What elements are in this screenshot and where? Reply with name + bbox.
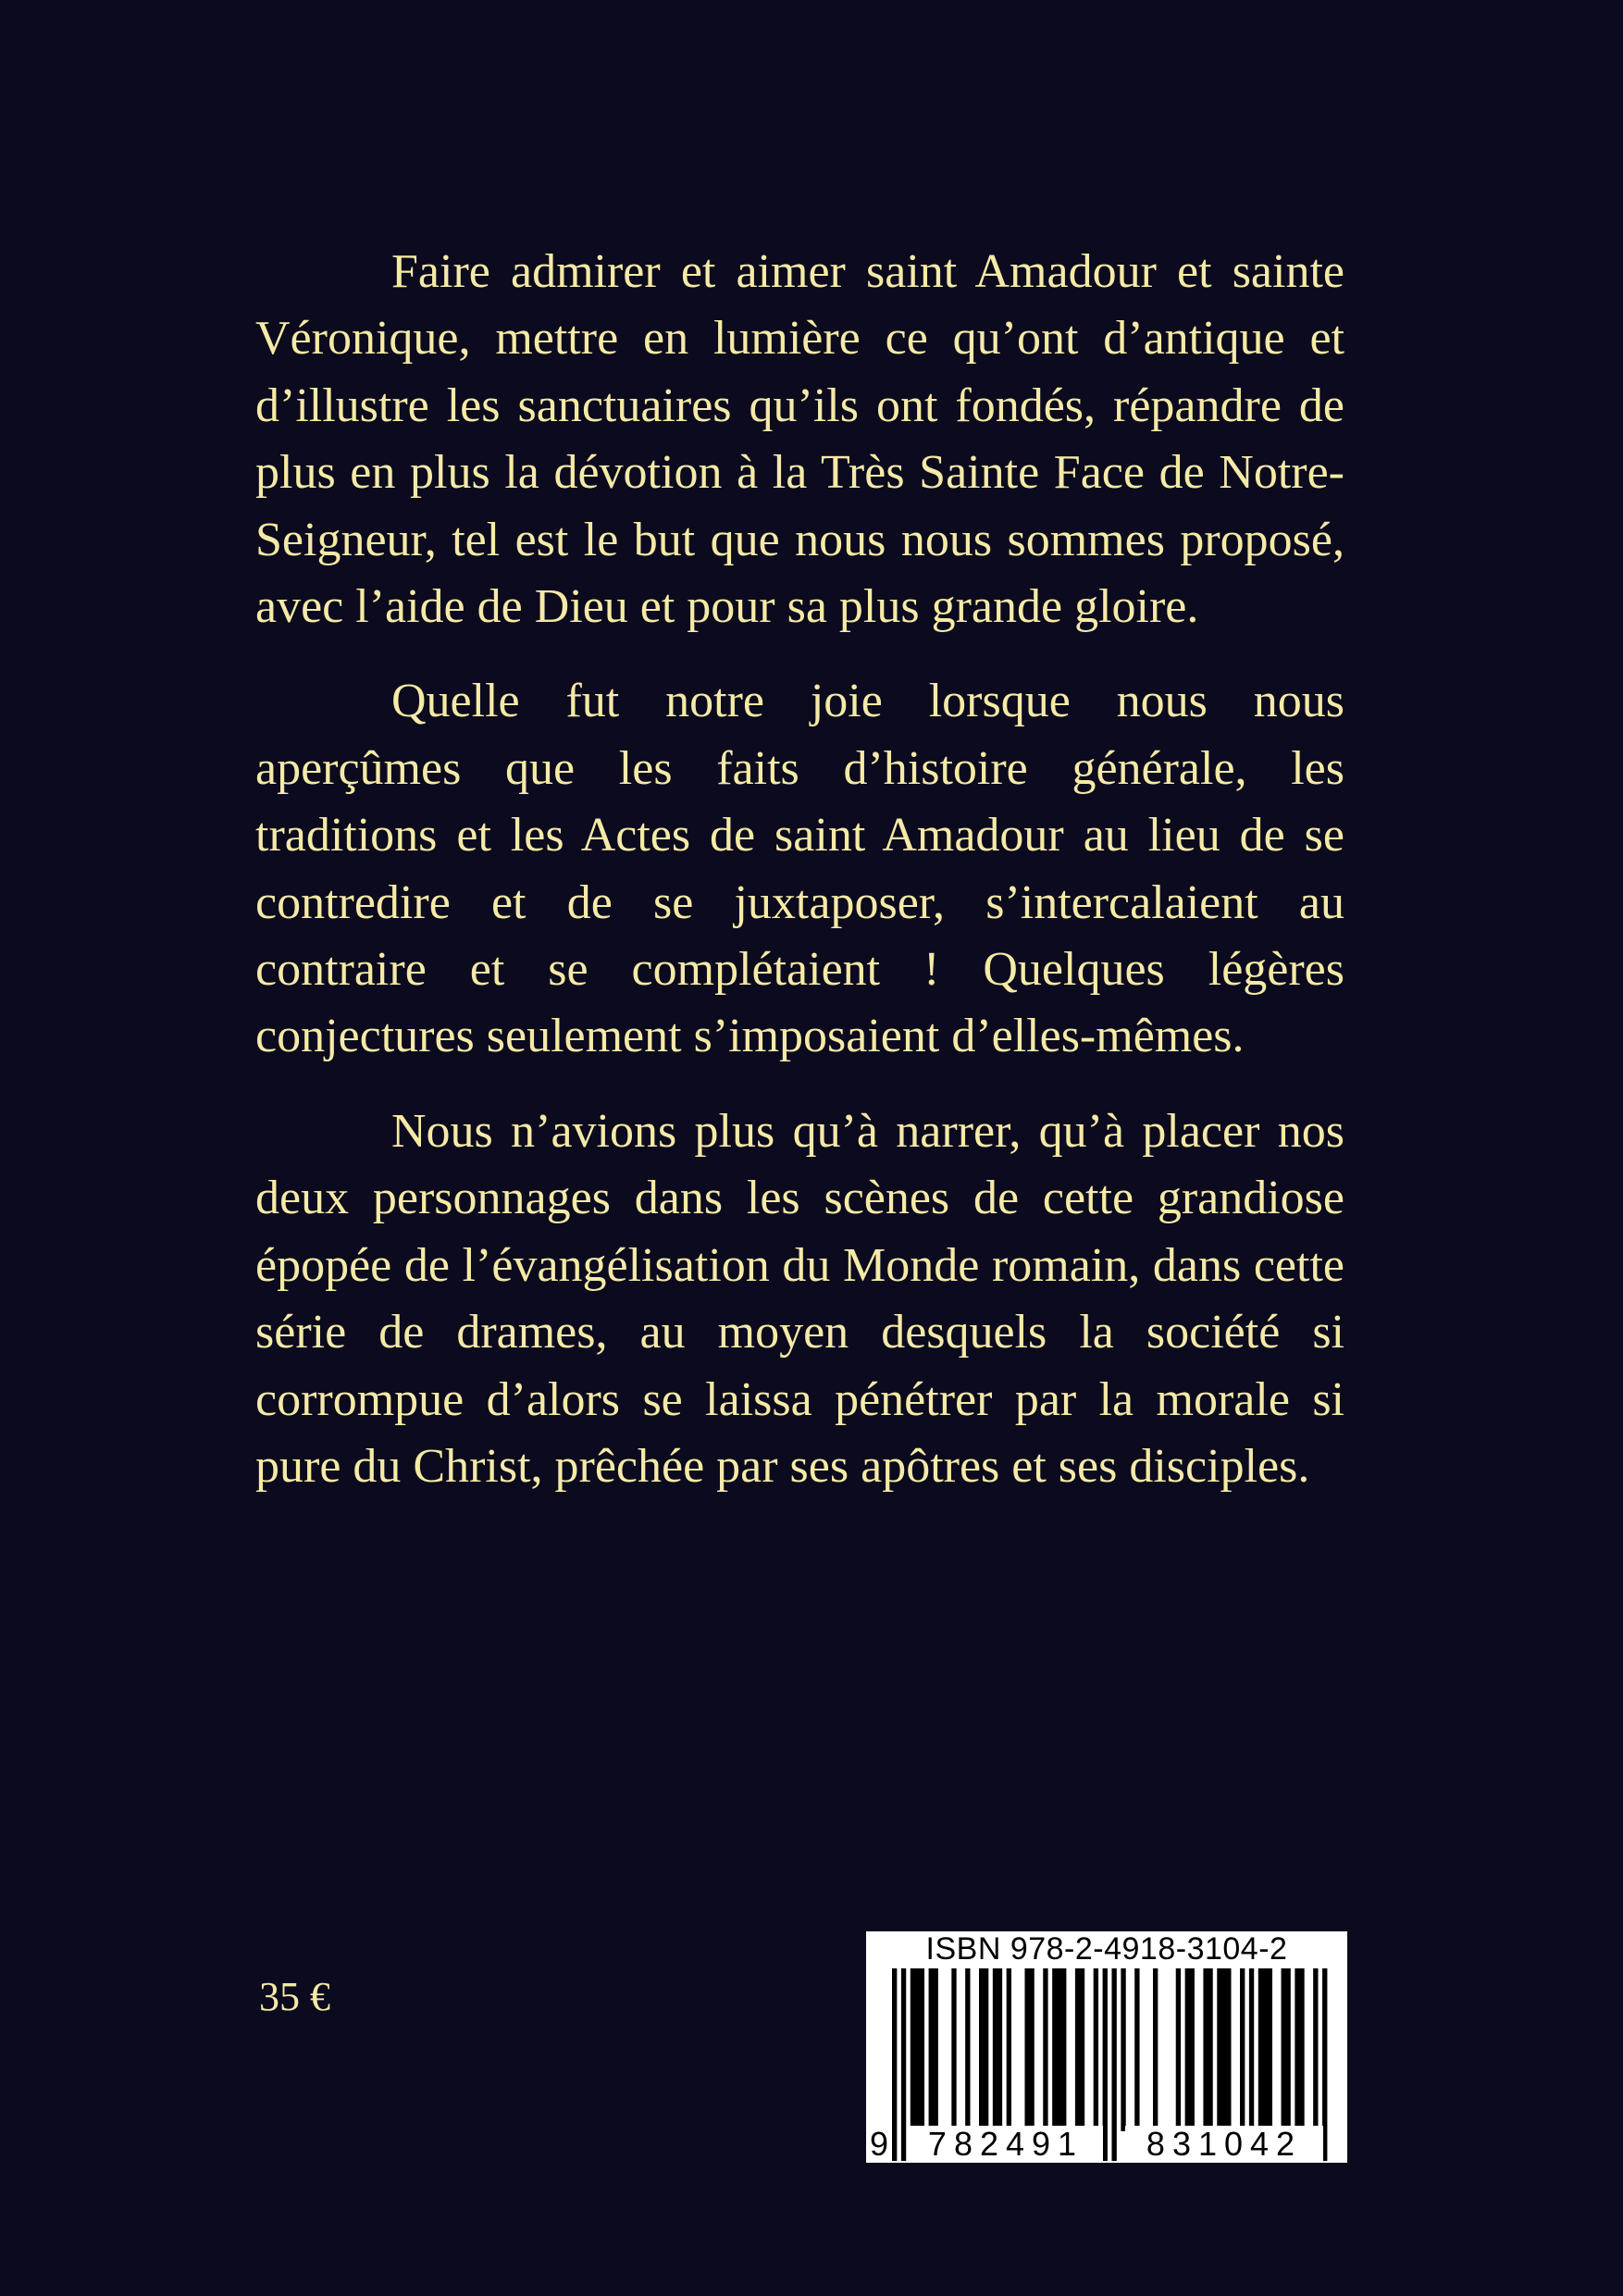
barcode-bar [1295, 1968, 1299, 2131]
barcode-bar [1134, 1968, 1139, 2131]
barcode-bar [934, 1968, 938, 2131]
barcode-bar [1176, 1968, 1181, 2131]
barcode-digits [866, 2126, 1347, 2163]
barcode-bar [1240, 1968, 1245, 2131]
barcode-bar [1043, 1968, 1047, 2131]
paragraph-1: Faire admirer et aimer saint Amadour et sainte Véronique, mettre en lumière ce qu’ont d’antique et d’illustre les sanctuaires qu’ils ont fondés, répandre de plus en plus la dévotion à la Très Sainte Face de Notre-Seigneur, tel est le but que nous nous sommes proposé, avec l’aide de Dieu et pour sa plus grande gloire. [255, 245, 1344, 634]
barcode-bar [965, 1968, 970, 2131]
paragraph-3: Nous n’avions plus qu’à narrer, qu’à placer nos deux personnages dans les scènes de cette grandiose épopée de l’évangélisation du Monde romain, dans cette série de drames, au moyen desquels la société si corrompue d’alors se laissa pénétrer par la morale si pure du Christ, prêchée par ses apôtres et ses disciples. [255, 1104, 1344, 1493]
barcode-bar [929, 1968, 934, 2131]
barcode-bar [1249, 1968, 1254, 2131]
barcode-bar [951, 1968, 956, 2131]
barcode-bar [1208, 1968, 1212, 2131]
paragraph-2: Quelle fut notre joie lorsque nous nous aperçûmes que les faits d’histoire générale, les traditions et les Actes de saint Amadour au lieu de se contredire et de se juxtaposer, s’intercalaient au contraire et se complétaient ! Quelques légères conjectures seulement s’imposaient d’elles-mêmes. [255, 675, 1344, 1063]
barcode-bar [1226, 1968, 1231, 2131]
barcode-bar [984, 1968, 988, 2131]
barcode-bar [1153, 1968, 1158, 2131]
price-label: 35 € [259, 1974, 330, 2019]
barcode-bar [1094, 1968, 1098, 2131]
barcode-bar [1282, 1968, 1286, 2131]
isbn-number: ISBN 978-2-4918-3104-2 [925, 1931, 1288, 1967]
barcode-digits-right: 831042 [1125, 2126, 1323, 2163]
barcode-bar [1203, 1968, 1208, 2131]
barcode-bar [1221, 1968, 1226, 2131]
isbn-barcode [866, 1931, 1347, 2163]
barcode-bar [1258, 1968, 1263, 2131]
barcode-bar [920, 1968, 924, 2131]
barcode-bar [1024, 1968, 1029, 2131]
barcode-bar [1299, 1968, 1304, 2131]
barcode-bar [1052, 1968, 1057, 2131]
barcode-bar [1007, 1968, 1011, 2131]
barcode-bar [1080, 1968, 1084, 2131]
barcode-bar [915, 1968, 920, 2131]
barcode-bar [1285, 1968, 1290, 2131]
barcode-bar [1263, 1968, 1268, 2131]
barcode-bar [1029, 1968, 1034, 2131]
barcode-bar [911, 1968, 915, 2131]
blurb-text [255, 239, 1344, 1528]
barcode-bar [1057, 1968, 1061, 2131]
barcode-bar [1075, 1968, 1080, 2131]
barcode-bar [1185, 1968, 1190, 2131]
barcode-digits-left: 782491 [909, 2126, 1103, 2163]
barcode-bar [993, 1968, 997, 2131]
barcode-bar [979, 1968, 984, 2131]
barcode-bar [1217, 1968, 1221, 2131]
barcode-bar [1268, 1968, 1272, 2131]
barcode-bar [997, 1968, 1002, 2131]
barcode-digit-first: 9 [870, 2125, 889, 2163]
barcode-bar [1061, 1968, 1066, 2131]
barcode-bar [1190, 1968, 1195, 2131]
barcode-bar [1121, 1968, 1125, 2131]
